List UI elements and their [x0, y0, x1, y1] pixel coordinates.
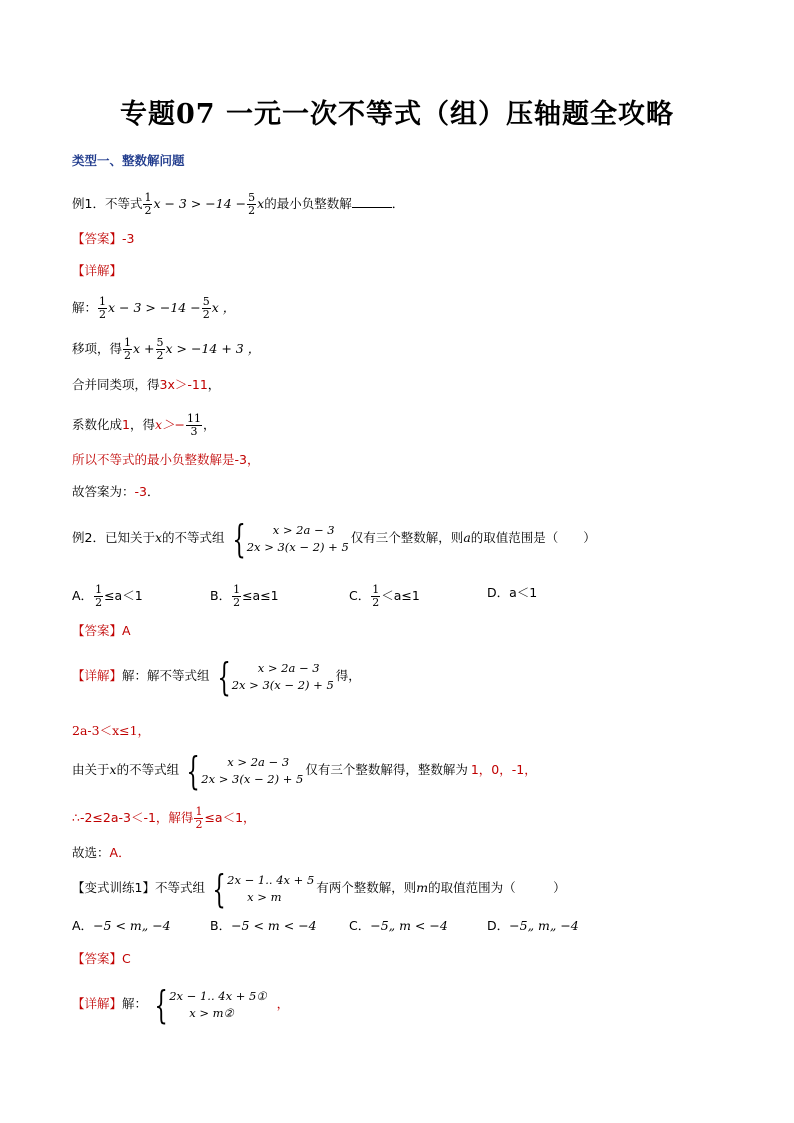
variant1-option-c: C．−5„ m < −4	[349, 918, 448, 933]
variant1-question: 【变式训练1】不等式组 { 2x − 1.. 4x + 5 x > m 有两个整数解，则m的取值范围为（ ）	[72, 866, 566, 911]
example2-detail4: ∴-2≤2a-3＜-1，解得 $\frac{1}{2}$ ≤a＜1，	[72, 805, 256, 831]
example2-conclusion: 故选：A．	[72, 845, 131, 860]
example1-question: 例1．不等式 $\frac{1}{2}$ x − 3 > −14 − $\frac{5}{2}$ x的最小负整数解 ．	[72, 191, 405, 217]
variant1-option-d: D．−5„ m„ −4	[487, 918, 579, 933]
example1-conclusion: 故答案为：-3．	[72, 484, 160, 499]
example2-detail3: 由关于x的不等式组 { x > 2a − 3 2x > 3(x − 2) + 5 仅有三个整数解得，整数解为 1，0，-1，	[72, 748, 537, 793]
example2-detail2: 2a-3＜x≤1，	[72, 723, 151, 738]
variant1-answer: 【答案】C	[72, 951, 131, 966]
variant1-option-b: B．−5 < m < −4	[210, 918, 317, 933]
example1-step2: 移项，得 $\frac{1}{2}$ x + $\frac{5}{2}$ x > −14 + 3 ，	[72, 336, 261, 362]
example2-option-c: C． $\frac{1}{2}$ ＜a≤1	[349, 583, 420, 609]
example2-answer: 【答案】A	[72, 623, 131, 638]
page-title: 专题07 一元一次不等式（组）压轴题全攻略	[120, 99, 674, 130]
example1-step3: 合并同类项，得3x＞-11，	[72, 377, 221, 392]
example1-detail-label: 【详解】	[72, 263, 123, 278]
example2-option-a: A． $\frac{1}{2}$ ≤a＜1	[72, 583, 143, 609]
example2-option-d: D．a＜1	[487, 585, 538, 600]
variant1-option-a: A．−5 < m„ −4	[72, 918, 171, 933]
example2-question: 例2．已知关于x的不等式组 { x > 2a − 3 2x > 3(x − 2) + 5 仅有三个整数解，则a的取值范围是（ ）	[72, 516, 596, 561]
example1-answer: 【答案】-3	[72, 231, 135, 246]
answer-blank	[352, 195, 392, 208]
variant1-detail1: 【详解】解： { 2x − 1.. 4x + 5① x > m② ，	[72, 982, 290, 1027]
example2-detail1: 【详解】解：解不等式组 { x > 2a − 3 2x > 3(x − 2) + 5 得，	[72, 654, 361, 699]
example1-step5: 所以不等式的最小负整数解是-3，	[72, 452, 260, 467]
example1-step1: 解： $\frac{1}{2}$ x − 3 > −14 − $\frac{5}{2}$ x ，	[72, 295, 236, 321]
section-heading-type1: 类型一、整数解问题	[72, 153, 185, 168]
example1-step4: 系数化成1，得x＞− $\frac{11}{3}$ ，	[72, 412, 216, 438]
example2-option-b: B． $\frac{1}{2}$ ≤a≤1	[210, 583, 279, 609]
inequality-system: { x > 2a − 3 2x > 3(x − 2) + 5	[231, 516, 349, 561]
